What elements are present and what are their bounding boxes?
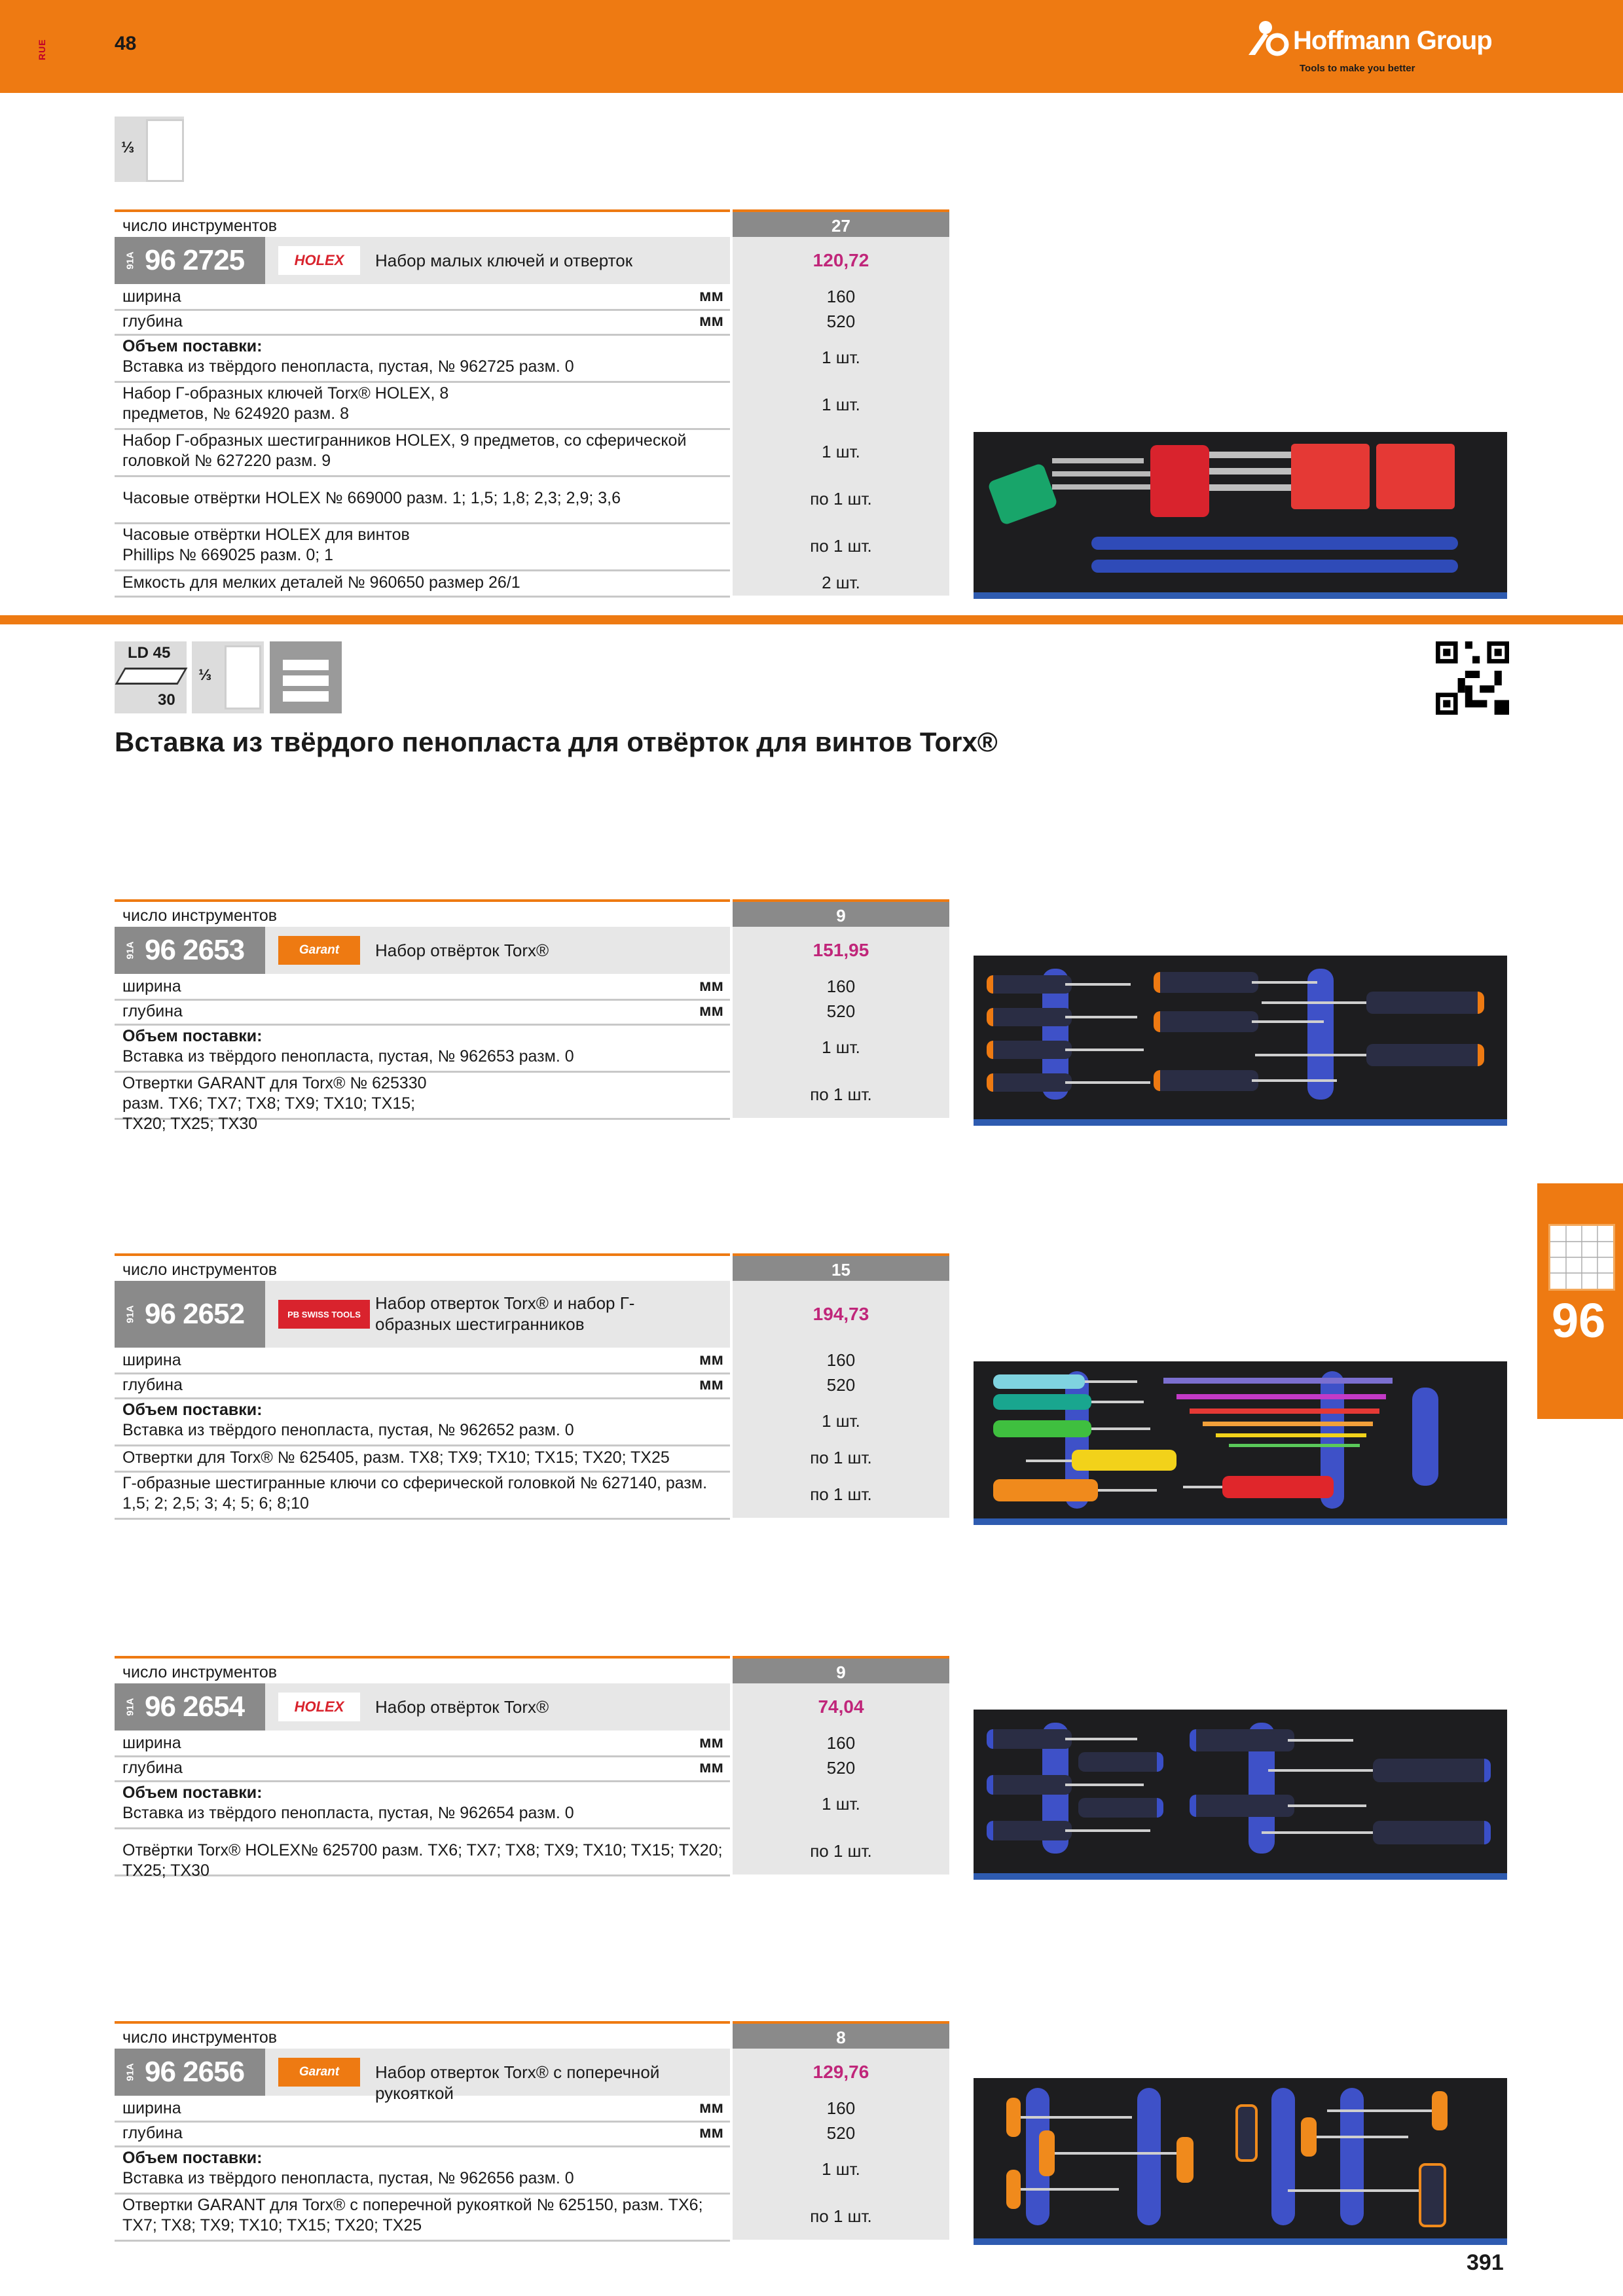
tool-count: 9 xyxy=(733,899,949,931)
product-name: Набор малых ключей и отверток xyxy=(375,251,633,270)
scope-item: Вставка из твёрдого пенопласта, пустая, № 962653 разм. 0 xyxy=(122,1047,574,1066)
width-label: ширина xyxy=(122,287,181,306)
language-code: RUE xyxy=(37,39,47,60)
module-size-icon: ⅓ xyxy=(192,641,264,713)
scope-qty: 1 шт. xyxy=(733,1024,949,1073)
scope-item: Набор Г-образных шестигранников HOLEX, 9 предметов, со сферической головкой № 627220 разм. 9 xyxy=(122,431,687,470)
scope-item: Вставка из твёрдого пенопласта, пустая, № 962654 разм. 0 xyxy=(122,1804,574,1822)
article-number: 91A 96 2653 xyxy=(115,927,265,974)
width-value: 160 xyxy=(733,974,949,1001)
article-number: 91A 96 2725 xyxy=(115,237,265,284)
scope-item: Отвертки для Torx® № 625405, разм. TX8; TX9; TX10; TX15; TX20; TX25 xyxy=(122,1448,670,1467)
page-number: 391 xyxy=(1467,2250,1504,2275)
width-value: 160 xyxy=(733,2096,949,2123)
scope-qty: по 1 шт. xyxy=(733,475,949,524)
hoffmann-logo-icon xyxy=(1247,20,1290,58)
scope-label: Объем поставки: xyxy=(122,337,263,355)
qr-code-icon xyxy=(1436,641,1509,715)
scope-item: Часовые отвёртки HOLEX для винтов Phillips № 669025 разм. 0; 1 xyxy=(122,526,410,564)
product-name: Набор отверток Torx® с поперечной рукояткой xyxy=(375,2062,660,2103)
depth-label: глубина xyxy=(122,312,183,331)
scope-qty: 1 шт. xyxy=(733,1780,949,1829)
scope-qty: 1 шт. xyxy=(733,2145,949,2195)
product-photo-962725 xyxy=(974,432,1507,599)
brand-logo-garant: Garant xyxy=(278,936,360,965)
scope-qty: 2 шт. xyxy=(733,569,949,598)
scope-qty: по 1 шт. xyxy=(733,1071,949,1120)
scope-item: Отвертки GARANT для Torx® с поперечной рукояткой № 625150, разм. TX6; TX7; TX8; TX9; TX10; TX15; TX20; TX25 xyxy=(122,2196,703,2234)
depth-value: 520 xyxy=(733,309,949,336)
grid-icon xyxy=(1548,1224,1615,1291)
chapter-number: 96 xyxy=(1552,1293,1606,1348)
tool-count: 15 xyxy=(733,1253,949,1285)
article-number: 91A 96 2654 xyxy=(115,1683,265,1731)
depth-value: 520 xyxy=(733,1372,949,1399)
scope-qty: по 1 шт. xyxy=(733,2193,949,2242)
brand-logo-holex: HOLEX xyxy=(278,246,360,275)
width-value: 160 xyxy=(733,284,949,311)
price: 120,72 xyxy=(733,237,949,286)
width-value: 160 xyxy=(733,1731,949,1757)
drawer-icon xyxy=(270,641,342,713)
depth-value: 520 xyxy=(733,2121,949,2147)
depth-value: 520 xyxy=(733,999,949,1026)
product-photo-962656 xyxy=(974,2078,1507,2245)
scope-item: Г-образные шестигранные ключи со сферической головкой № 627140, разм. 1,5; 2; 2,5; 3; 4; 5; 6; 8;10 xyxy=(122,1474,708,1513)
unit-label: мм xyxy=(699,312,723,330)
tool-count: 9 xyxy=(733,1656,949,1688)
price: 151,95 xyxy=(733,927,949,976)
scope-item: Отвертки GARANT для Torx® № 625330 разм. TX6; TX7; TX8; TX9; TX10; TX15; TX20; TX25; TX30 xyxy=(122,1074,427,1133)
brand-logo-pb-swiss: PB SWISS TOOLS xyxy=(278,1300,370,1329)
scope-item: Часовые отвёртки HOLEX № 669000 разм. 1; 1,5; 1,8; 2,3; 2,9; 3,6 xyxy=(122,489,621,507)
module-size-icon xyxy=(115,117,184,182)
price: 129,76 xyxy=(733,2049,949,2098)
scope-qty: 1 шт. xyxy=(733,1397,949,1446)
scope-qty: 1 шт. xyxy=(733,381,949,430)
scope-item: Набор Г-образных ключей Torx® HOLEX, 8 предметов, № 624920 разм. 8 xyxy=(122,384,449,423)
fraction-label: ⅓ xyxy=(121,139,135,156)
scope-item: Вставка из твёрдого пенопласта, пустая, № 962652 разм. 0 xyxy=(122,1421,574,1439)
brand-name: Hoffmann Group xyxy=(1293,26,1492,55)
scope-qty: по 1 шт. xyxy=(733,1444,949,1473)
product-photo-962654 xyxy=(974,1710,1507,1880)
scope-item: Отвёртки Torx® HOLEX№ 625700 разм. TX6; TX7; TX8; TX9; TX10; TX15; TX20; TX25; TX30 xyxy=(122,1841,723,1880)
product-name: Набор отвёрток Torx® xyxy=(375,1697,549,1717)
article-number: 91A 96 2652 xyxy=(115,1281,265,1348)
header-page-number: 48 xyxy=(115,33,137,54)
brand-logo-holex: HOLEX xyxy=(278,1693,360,1721)
price: 74,04 xyxy=(733,1683,949,1732)
section-divider xyxy=(0,615,1623,624)
product-photo-962652 xyxy=(974,1361,1507,1525)
brand-logo-garant: Garant xyxy=(278,2058,360,2087)
brand-tagline: Tools to make you better xyxy=(1300,63,1415,74)
ld-height-icon: LD 45 30 xyxy=(115,641,187,713)
tool-count: 27 xyxy=(733,209,949,242)
product-name: Набор отверток Torx® и набор Г-образных шестигранников xyxy=(375,1293,635,1334)
tool-count: 8 xyxy=(733,2021,949,2053)
scope-item: Вставка из твёрдого пенопласта, пустая, № 962656 разм. 0 xyxy=(122,2169,574,2187)
scope-qty: 1 шт. xyxy=(733,428,949,477)
scope-qty: по 1 шт. xyxy=(733,1827,949,1876)
section-title: Вставка из твёрдого пенопласта для отвёрток для винтов Torx® xyxy=(115,726,998,757)
article-number: 91A 96 2656 xyxy=(115,2049,265,2096)
scope-qty: по 1 шт. xyxy=(733,1471,949,1520)
price: 194,73 xyxy=(733,1281,949,1350)
product-photo-962653 xyxy=(974,956,1507,1126)
scope-item: Вставка из твёрдого пенопласта, пустая, № 962725 разм. 0 xyxy=(122,357,574,376)
depth-value: 520 xyxy=(733,1755,949,1782)
scope-item: Емкость для мелких деталей № 960650 размер 26/1 xyxy=(122,573,520,592)
width-value: 160 xyxy=(733,1348,949,1374)
unit-label: мм xyxy=(699,287,723,305)
scope-qty: 1 шт. xyxy=(733,334,949,383)
product-name: Набор отвёрток Torx® xyxy=(375,941,549,960)
count-label: число инструментов xyxy=(122,217,278,235)
scope-qty: по 1 шт. xyxy=(733,522,949,571)
